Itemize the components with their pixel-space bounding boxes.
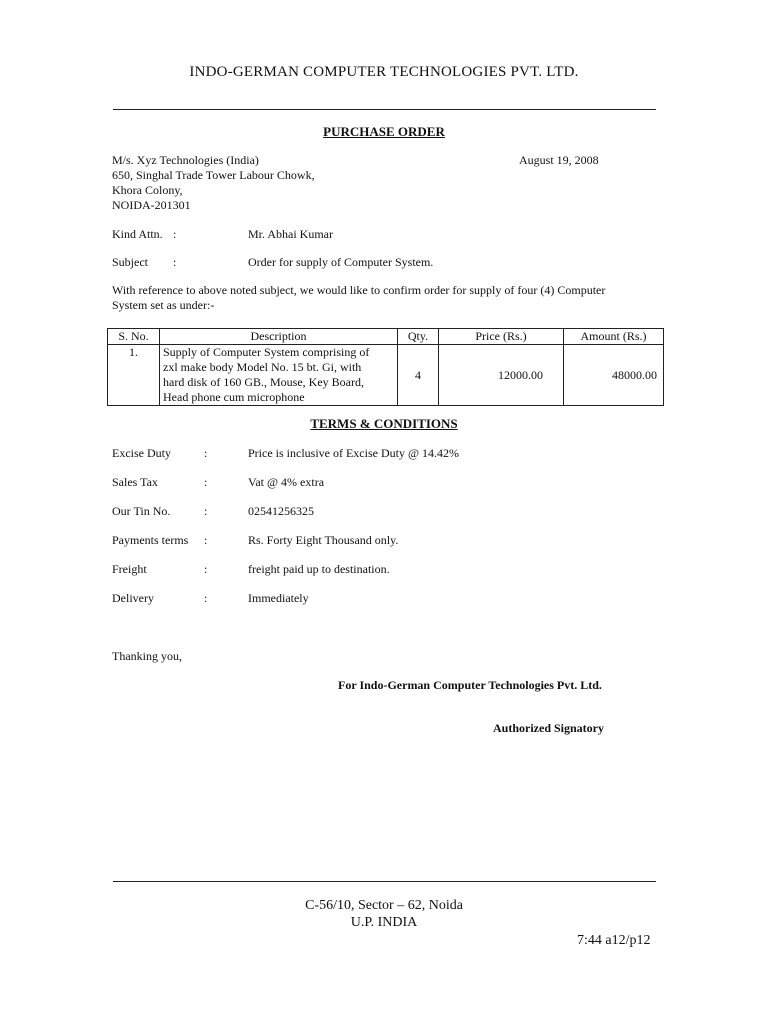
items-table <box>107 328 664 406</box>
table-row <box>108 345 664 406</box>
term-value-tin: 02541256325 <box>248 504 314 518</box>
description-line: Head phone cum microphone <box>163 390 305 404</box>
term-label-delivery: Delivery <box>112 591 154 605</box>
term-value-freight: freight paid up to destination. <box>248 562 390 576</box>
term-value-excise: Price is inclusive of Excise Duty @ 14.42% <box>248 446 460 460</box>
address-line: Khora Colony, <box>112 183 183 197</box>
term-colon: : <box>204 504 208 518</box>
cell-price: 12000.00 <box>439 345 564 406</box>
term-label-excise: Excise Duty <box>112 446 171 460</box>
term-label-sales-tax: Sales Tax <box>112 475 158 489</box>
term-value-delivery: Immediately <box>248 591 309 605</box>
header-divider <box>113 109 656 110</box>
table-header-row <box>108 329 664 345</box>
header-qty: Qty. <box>398 329 439 345</box>
cell-qty: 4 <box>398 345 439 406</box>
cell-amount: 48000.00 <box>564 345 664 406</box>
term-label-tin: Our Tin No. <box>112 504 171 518</box>
closing-thanks: Thanking you, <box>112 649 182 663</box>
subject-label: Subject <box>112 255 148 269</box>
term-colon: : <box>204 533 208 547</box>
address-line: NOIDA-201301 <box>112 198 191 212</box>
authorized-signatory: Authorized Signatory <box>493 721 604 735</box>
recipient-address <box>112 153 315 213</box>
cell-sno: 1. <box>108 345 160 406</box>
subject-colon: : <box>173 255 177 269</box>
subject-value: Order for supply of Computer System. <box>248 255 434 269</box>
term-label-payment: Payments terms <box>112 533 189 547</box>
description-line: zxl make body Model No. 15 bt. Gi, with <box>163 360 362 374</box>
footer-divider <box>113 881 656 882</box>
term-colon: : <box>204 475 208 489</box>
document-title: PURCHASE ORDER <box>323 124 445 139</box>
header-sno: S. No. <box>108 329 160 345</box>
header-price: Price (Rs.) <box>439 329 564 345</box>
terms-title: TERMS & CONDITIONS <box>310 416 458 431</box>
header-description: Description <box>160 329 398 345</box>
address-line: 650, Singhal Trade Tower Labour Chowk, <box>112 168 315 182</box>
footer-address-line: C-56/10, Sector – 62, Noida <box>305 898 463 913</box>
term-colon: : <box>204 591 208 605</box>
order-date: August 19, 2008 <box>519 153 599 167</box>
closing-for-company: For Indo-German Computer Technologies Pvt. Ltd. <box>338 678 602 692</box>
attention-value: Mr. Abhai Kumar <box>248 227 333 241</box>
term-colon: : <box>204 446 208 460</box>
company-name: INDO-GERMAN COMPUTER TECHNOLOGIES PVT. LTD. <box>189 64 579 80</box>
footer-country-line: U.P. INDIA <box>350 915 418 930</box>
term-value-payment: Rs. Forty Eight Thousand only. <box>248 533 399 547</box>
term-colon: : <box>204 562 208 576</box>
term-value-sales-tax: Vat @ 4% extra <box>248 475 325 489</box>
intro-paragraph: With reference to above noted subject, we would like to confirm order for supply of four (4) Computer System set as under:- <box>112 283 606 312</box>
attention-colon: : <box>173 227 177 241</box>
cell-description <box>160 345 398 406</box>
description-line: hard disk of 160 GB., Mouse, Key Board, <box>163 375 364 389</box>
header-amount: Amount (Rs.) <box>564 329 664 345</box>
address-line: M/s. Xyz Technologies (India) <box>112 153 259 167</box>
attention-label: Kind Attn. <box>112 227 163 241</box>
term-label-freight: Freight <box>112 562 147 576</box>
description-line: Supply of Computer System comprising of <box>163 345 370 359</box>
footer-reference: 7:44 a12/p12 <box>577 933 651 948</box>
